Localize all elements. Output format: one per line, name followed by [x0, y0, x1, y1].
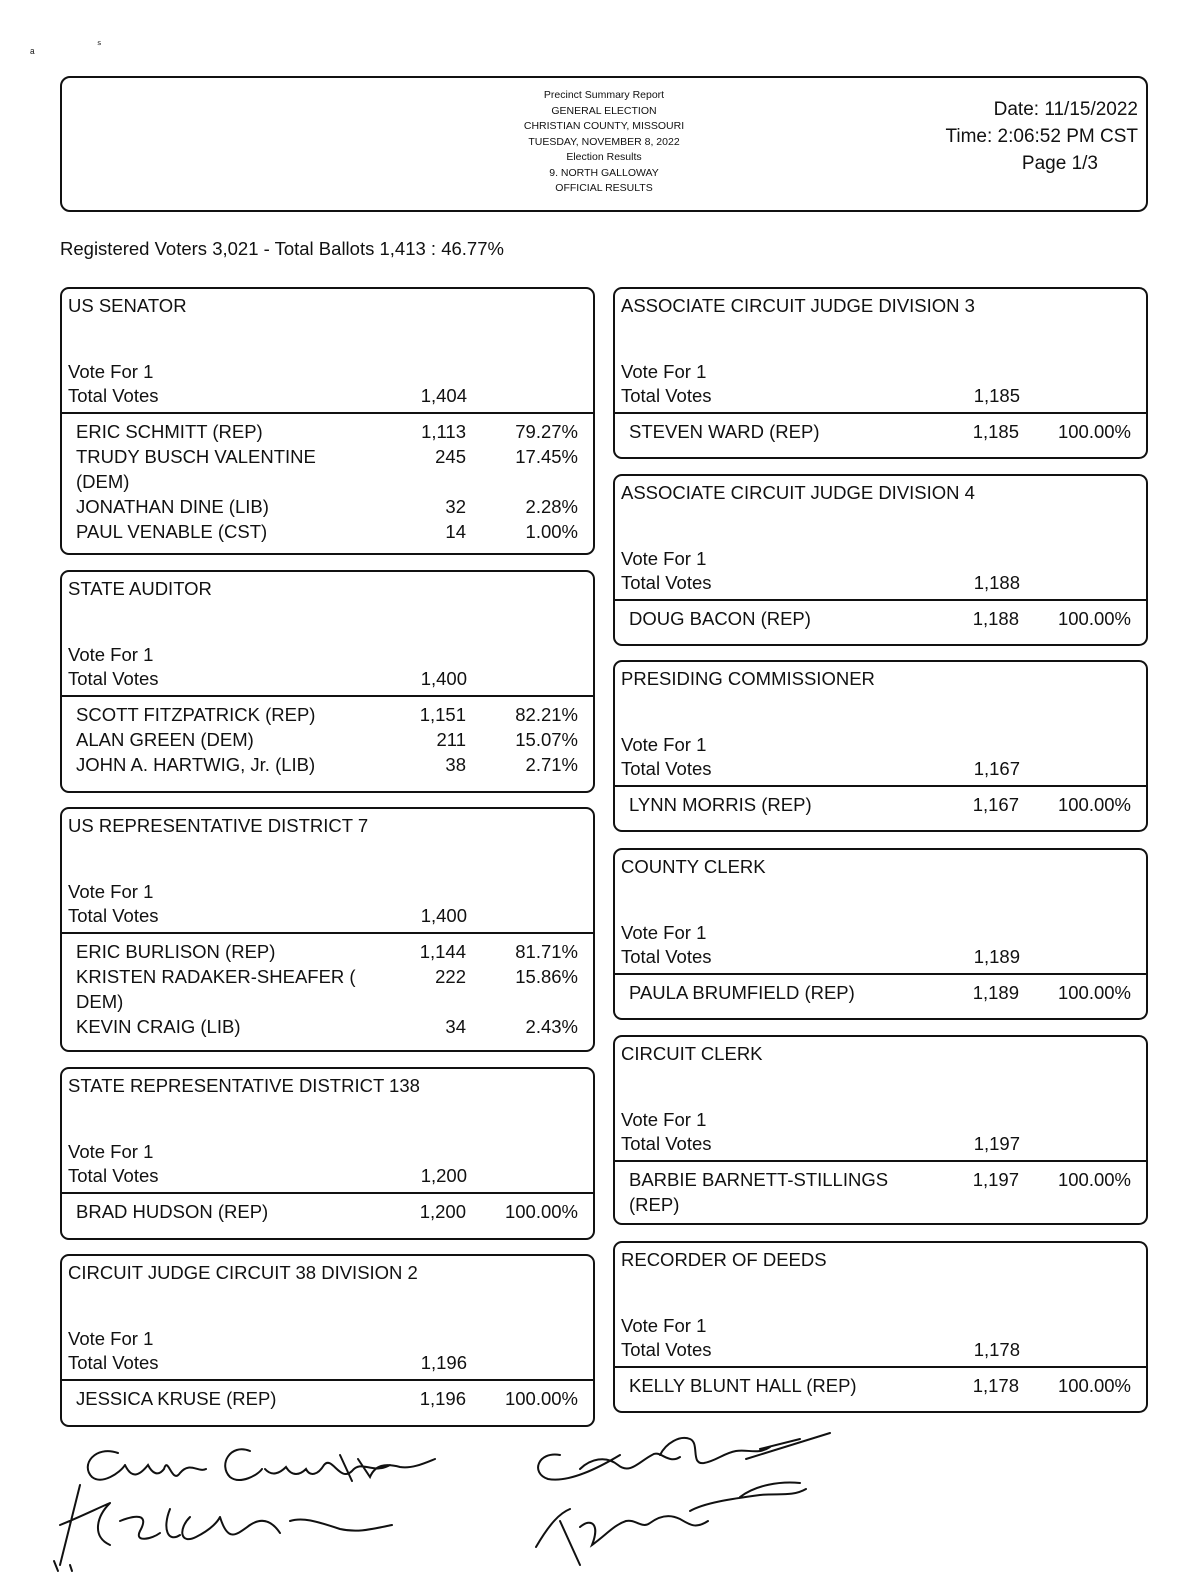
candidate-percent: 2.28% — [525, 496, 578, 517]
candidate-votes: 1,167 — [972, 794, 1019, 815]
contest-box — [613, 848, 1148, 1020]
candidate-votes: 1,178 — [972, 1375, 1019, 1396]
divider — [615, 1160, 1146, 1162]
divider — [615, 973, 1146, 975]
total-votes-label: Total Votes — [68, 385, 159, 406]
report-header — [60, 76, 1148, 212]
divider — [62, 1379, 593, 1381]
candidate-percent: 100.00% — [1057, 608, 1131, 629]
total-votes-value: 1,185 — [973, 385, 1020, 406]
total-votes-value: 1,178 — [973, 1339, 1020, 1360]
candidate-percent: 15.86% — [515, 966, 578, 987]
divider — [615, 412, 1146, 414]
signature-3 — [538, 1433, 830, 1480]
candidate-percent: 100.00% — [1057, 421, 1131, 442]
candidate-list — [615, 419, 1146, 444]
total-votes-value: 1,400 — [420, 905, 467, 926]
candidate-percent: 100.00% — [1057, 1169, 1131, 1190]
election-name: GENERAL ELECTION — [551, 104, 657, 117]
candidate-row — [62, 752, 593, 777]
stray-mark: ₛ — [97, 34, 102, 48]
candidate-name: PAULA BRUMFIELD (REP) — [629, 982, 855, 1003]
contest-box — [613, 1035, 1148, 1225]
candidate-votes: 1,185 — [972, 421, 1019, 442]
candidate-row — [62, 1014, 593, 1039]
candidate-votes: 32 — [445, 496, 466, 517]
vote-for-label: Vote For 1 — [68, 881, 154, 902]
divider — [62, 932, 593, 934]
total-votes-value: 1,197 — [973, 1133, 1020, 1154]
candidate-votes: 14 — [445, 521, 466, 542]
candidate-votes: 1,189 — [972, 982, 1019, 1003]
signature-1 — [88, 1449, 435, 1481]
divider — [615, 1366, 1146, 1368]
candidate-percent: 82.21% — [515, 704, 578, 725]
candidate-percent: 100.00% — [1057, 794, 1131, 815]
candidate-name: TRUDY BUSCH VALENTINE (DEM) — [76, 446, 316, 492]
candidate-row — [62, 444, 593, 494]
candidate-list — [615, 1167, 1146, 1217]
election-date: TUESDAY, NOVEMBER 8, 2022 — [528, 135, 680, 148]
vote-for-label: Vote For 1 — [621, 548, 707, 569]
stray-tick — [54, 1561, 72, 1571]
signatures — [40, 1425, 840, 1574]
candidate-name: BRAD HUDSON (REP) — [76, 1201, 269, 1222]
candidate-percent: 100.00% — [1057, 1375, 1131, 1396]
contest-box — [60, 1067, 595, 1240]
candidate-votes: 1,197 — [972, 1169, 1019, 1190]
candidate-list — [615, 980, 1146, 1005]
total-votes-value: 1,167 — [973, 758, 1020, 779]
jurisdiction: CHRISTIAN COUNTY, MISSOURI — [523, 120, 685, 132]
contest-box — [60, 287, 595, 555]
candidate-votes: 1,151 — [419, 704, 466, 725]
candidate-name: ERIC SCHMITT (REP) — [76, 421, 263, 442]
total-votes-label: Total Votes — [621, 1339, 712, 1360]
contest-title: COUNTY CLERK — [621, 856, 766, 877]
candidate-list — [615, 606, 1146, 631]
contest-title: US REPRESENTATIVE DISTRICT 7 — [68, 815, 369, 836]
total-votes-value: 1,404 — [420, 385, 467, 406]
contest-title: STATE AUDITOR — [68, 578, 212, 599]
contest-box — [60, 570, 595, 793]
report-meta — [945, 96, 1138, 177]
report-date: Date: 11/15/2022 — [993, 99, 1138, 120]
candidate-row — [615, 980, 1146, 1005]
signature-2 — [60, 1485, 392, 1565]
divider — [62, 1192, 593, 1194]
report-time: Time: 2:06:52 PM CST — [945, 126, 1138, 147]
candidate-row — [62, 419, 593, 444]
results-status: OFFICIAL RESULTS — [555, 182, 653, 194]
candidate-row — [62, 519, 593, 544]
contest-box — [613, 1241, 1148, 1413]
candidate-percent: 100.00% — [1057, 982, 1131, 1003]
report-title: Precinct Summary Report — [543, 89, 665, 101]
candidate-list — [615, 1373, 1146, 1398]
candidate-votes: 1,196 — [419, 1388, 466, 1409]
candidate-name: JOHN A. HARTWIG, Jr. (LIB) — [76, 754, 316, 775]
contest-title: CIRCUIT JUDGE CIRCUIT 38 DIVISION 2 — [68, 1262, 418, 1283]
vote-for-label: Vote For 1 — [621, 734, 707, 755]
contest-box — [613, 660, 1148, 832]
candidate-percent: 1.00% — [525, 521, 578, 542]
candidate-name: KEVIN CRAIG (LIB) — [76, 1016, 241, 1037]
candidate-percent: 100.00% — [504, 1201, 578, 1222]
divider — [62, 695, 593, 697]
candidate-row — [615, 1167, 1146, 1217]
candidate-row — [62, 494, 593, 519]
total-votes-label: Total Votes — [68, 905, 159, 926]
candidate-percent: 100.00% — [504, 1388, 578, 1409]
divider — [615, 785, 1146, 787]
turnout-summary: Registered Voters 3,021 - Total Ballots 1,413 : 46.77% — [60, 238, 504, 259]
candidate-name: KELLY BLUNT HALL (REP) — [629, 1375, 857, 1396]
candidate-votes: 222 — [435, 966, 466, 987]
total-votes-label: Total Votes — [68, 1352, 159, 1373]
candidate-name: ERIC BURLISON (REP) — [76, 941, 276, 962]
total-votes-label: Total Votes — [621, 1133, 712, 1154]
vote-for-label: Vote For 1 — [621, 922, 707, 943]
total-votes-label: Total Votes — [621, 385, 712, 406]
candidate-list — [62, 1386, 593, 1411]
vote-for-label: Vote For 1 — [68, 1328, 154, 1349]
signature-4 — [536, 1483, 806, 1565]
candidate-percent: 2.43% — [525, 1016, 578, 1037]
candidate-row — [615, 419, 1146, 444]
candidate-row — [62, 964, 593, 1014]
candidate-percent: 17.45% — [515, 446, 578, 467]
total-votes-value: 1,400 — [420, 668, 467, 689]
candidate-name: PAUL VENABLE (CST) — [76, 521, 268, 542]
total-votes-value: 1,188 — [973, 572, 1020, 593]
candidate-votes: 1,188 — [972, 608, 1019, 629]
candidate-votes: 245 — [435, 446, 466, 467]
contest-title: RECORDER OF DEEDS — [621, 1249, 827, 1270]
vote-for-label: Vote For 1 — [68, 1141, 154, 1162]
contest-title: PRESIDING COMMISSIONER — [621, 668, 875, 689]
candidate-row — [615, 1373, 1146, 1398]
vote-for-label: Vote For 1 — [621, 1109, 707, 1130]
candidate-row — [62, 1199, 593, 1224]
candidate-votes: 211 — [436, 729, 466, 750]
candidate-row — [62, 727, 593, 752]
candidate-votes: 38 — [445, 754, 466, 775]
vote-for-label: Vote For 1 — [621, 361, 707, 382]
candidate-percent: 81.71% — [515, 941, 578, 962]
vote-for-label: Vote For 1 — [68, 361, 154, 382]
candidate-row — [62, 702, 593, 727]
total-votes-value: 1,200 — [420, 1165, 467, 1186]
precinct-name: 9. NORTH GALLOWAY — [549, 166, 659, 179]
candidate-row — [615, 606, 1146, 631]
contest-box — [60, 807, 595, 1052]
candidate-list — [62, 702, 593, 777]
divider — [62, 412, 593, 414]
candidate-votes: 1,200 — [419, 1201, 466, 1222]
candidate-name: LYNN MORRIS (REP) — [629, 794, 812, 815]
candidate-name: SCOTT FITZPATRICK (REP) — [76, 704, 316, 725]
total-votes-value: 1,189 — [973, 946, 1020, 967]
total-votes-label: Total Votes — [621, 946, 712, 967]
candidate-name: JONATHAN DINE (LIB) — [76, 496, 269, 517]
candidate-name: DOUG BACON (REP) — [629, 608, 811, 629]
contest-title: US SENATOR — [68, 295, 187, 316]
candidate-name: STEVEN WARD (REP) — [629, 421, 820, 442]
candidate-votes: 1,113 — [421, 421, 466, 442]
candidate-row — [62, 939, 593, 964]
vote-for-label: Vote For 1 — [68, 644, 154, 665]
total-votes-value: 1,196 — [420, 1352, 467, 1373]
candidate-percent: 2.71% — [525, 754, 578, 775]
vote-for-label: Vote For 1 — [621, 1315, 707, 1336]
candidate-list — [62, 1199, 593, 1224]
contest-box — [613, 287, 1148, 459]
contest-title: CIRCUIT CLERK — [621, 1043, 763, 1064]
results-label: Election Results — [566, 151, 642, 163]
divider — [615, 599, 1146, 601]
contest-title: STATE REPRESENTATIVE DISTRICT 138 — [68, 1075, 420, 1096]
candidate-list — [615, 792, 1146, 817]
contest-title: ASSOCIATE CIRCUIT JUDGE DIVISION 3 — [621, 295, 975, 316]
candidate-percent: 79.27% — [515, 421, 578, 442]
contest-box — [60, 1254, 595, 1427]
total-votes-label: Total Votes — [68, 1165, 159, 1186]
candidate-votes: 34 — [445, 1016, 466, 1037]
candidate-row — [62, 1386, 593, 1411]
total-votes-label: Total Votes — [68, 668, 159, 689]
contest-title: ASSOCIATE CIRCUIT JUDGE DIVISION 4 — [621, 482, 975, 503]
candidate-percent: 15.07% — [515, 729, 578, 750]
contest-box — [613, 474, 1148, 646]
stray-mark: ₐ — [30, 42, 35, 56]
candidate-name: ALAN GREEN (DEM) — [76, 729, 254, 750]
page-number: Page 1/3 — [1021, 153, 1098, 174]
candidate-name: KRISTEN RADAKER-SHEAFER ( DEM) — [76, 966, 356, 1012]
candidate-votes: 1,144 — [419, 941, 466, 962]
candidate-row — [615, 792, 1146, 817]
candidate-list — [62, 419, 593, 544]
candidate-name: BARBIE BARNETT-STILLINGS (REP) — [629, 1169, 889, 1215]
total-votes-label: Total Votes — [621, 572, 712, 593]
total-votes-label: Total Votes — [621, 758, 712, 779]
candidate-name: JESSICA KRUSE (REP) — [76, 1388, 277, 1409]
candidate-list — [62, 939, 593, 1039]
